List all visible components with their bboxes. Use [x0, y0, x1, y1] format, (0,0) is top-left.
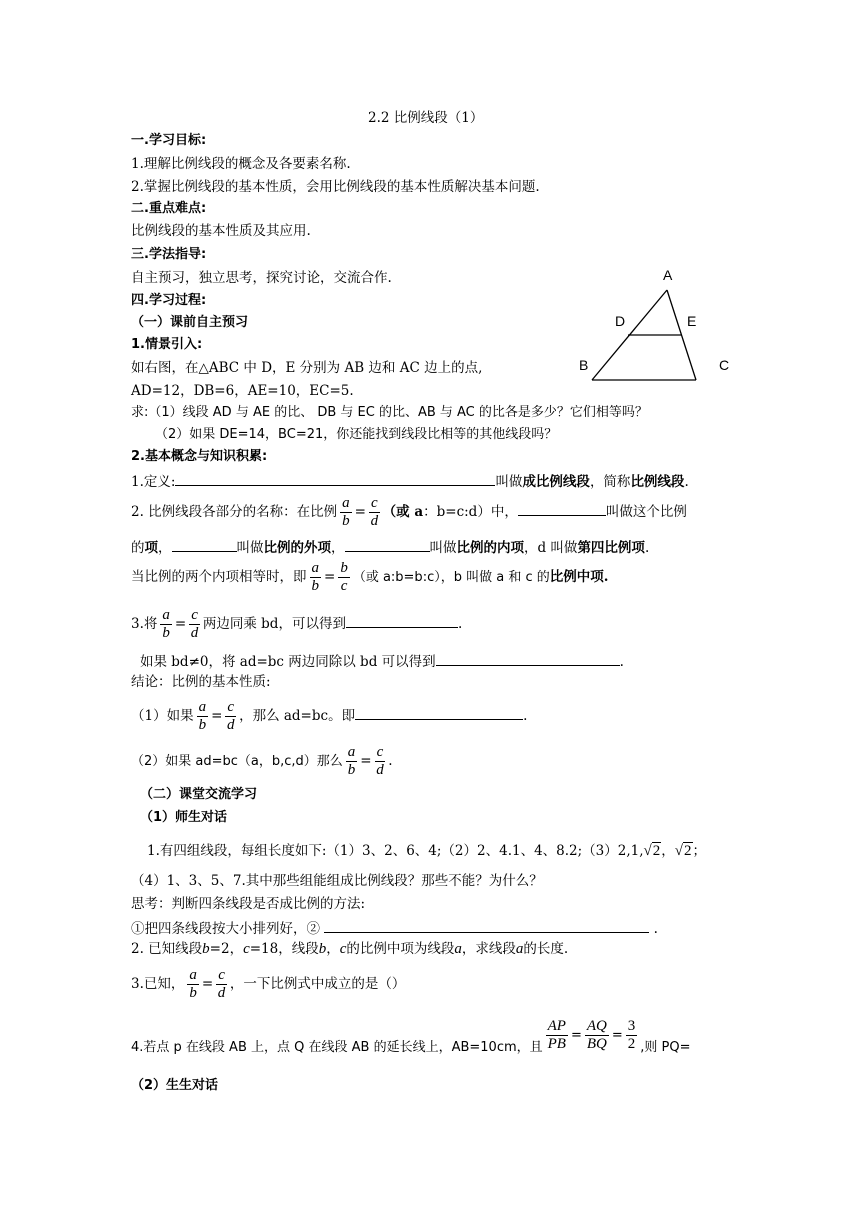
property-text: （1）如果 [131, 708, 194, 724]
question-text: 3.已知， [131, 976, 185, 992]
conclusion-heading: 结论：比例的基本性质: [131, 674, 271, 690]
scenario-question-1: 求:（1）线段 AD 与 AE 的比、 DB 与 EC 的比、AB 与 AC 的比各是多少？它们相等吗？ [131, 405, 648, 420]
terms-text: 的 [131, 540, 145, 556]
fraction-c-d: $\frac{c}{d}$ [217, 967, 226, 1001]
question-1-line-2: （4）1、3、5、7.其中那些组能组成比例线段？那些不能？为什么？ [131, 873, 543, 889]
question-text: 4.若点 p 在线段 AB 上，点 Q 在线段 AB 的延长线上，AB=10cm，且 [131, 1040, 543, 1055]
vertex-label-b: B [579, 357, 589, 373]
fraction-a-b: $\frac{a}{b}$ [162, 607, 170, 641]
question-3-line: 3.已知， $\frac{a}{b}$ = $\frac{c}{d}$ ，一下比例式中成立的是（） [131, 967, 406, 1001]
scenario-text: 如右图，在△ABC 中 D，E 分别为 AB 边和 AC 边上的点, [131, 360, 483, 376]
property-1-line: （1）如果 $\frac{a}{b}$ = $\frac{c}{d}$ ，那么 ad=bc。即 . [131, 699, 528, 733]
property-2-line: （2）如果 ad=bc（a，b,c,d）那么 $\frac{a}{b}$ = $\frac{c}{d}$ . [131, 744, 393, 778]
concepts-heading: 2.基本概念与知识积累: [131, 449, 268, 464]
sqrt-2: √2 [643, 843, 661, 859]
think-text: . [653, 921, 658, 937]
section-heading-goals: 一.学习目标: [131, 133, 207, 148]
proportion-parts-line: 2. 比例线段各部分的名称：在比例 $\frac{a}{b}$ = $\frac{c}{d}$ （或 a：b=c:d）中， 叫做这个比例 [131, 495, 687, 529]
def-text: ，简称 [589, 474, 631, 490]
vertex-label-a: A [663, 267, 673, 283]
think-text: ①把四条线段按大小排列好，② [131, 921, 320, 937]
section-heading-key-points: 二.重点难点: [131, 201, 207, 216]
mean-text: （或 a:b=b:c），b 叫做 a 和 c 的 [352, 570, 550, 585]
mean-proportional-line: 当比例的两个内项相等时，即 $\frac{a}{b}$ = $\frac{b}{c}$ （或 a:b=b:c），b 叫做 a 和 c 的比例中项. [131, 560, 609, 594]
property-1-blank[interactable] [355, 705, 523, 720]
section-heading-method: 三.学法指导: [131, 247, 207, 262]
property-text: . [523, 708, 528, 724]
think-heading: 思考：判断四条线段是否成比例的方法: [131, 896, 366, 912]
question-text: ,则 PQ= [640, 1040, 691, 1055]
fraction-c-d: $\frac{c}{d}$ [370, 495, 379, 529]
fraction-a-b: $\frac{a}{b}$ [347, 744, 356, 778]
mean-term: 比例中项. [549, 569, 609, 585]
fraction-c-d: $\frac{c}{d}$ [190, 607, 199, 641]
terms-text: . [644, 540, 650, 556]
scenario-question-2: （2）如果 DE=14，BC=21，你还能找到线段比相等的其他线段吗？ [155, 427, 558, 442]
fraction-a-b: $\frac{a}{b}$ [342, 495, 350, 529]
fraction-a-b: $\frac{a}{b}$ [189, 967, 197, 1001]
vertex-label-c: C [719, 357, 730, 373]
outer-term-blank[interactable] [172, 537, 237, 552]
def-term: 成比例线段 [522, 474, 590, 490]
think-line [131, 918, 658, 938]
parts-text: （或 a [382, 504, 424, 520]
section-heading-process: 四.学习过程: [131, 293, 207, 308]
property-text: （2）如果 ad=bc（a，b,c,d）那么 [131, 754, 343, 769]
vertex-label-e: E [687, 313, 697, 329]
goal-item: 1.理解比例线段的概念及各要素名称. [131, 156, 351, 172]
definition-line [131, 471, 689, 491]
multiply-text: 两边同乘 bd，可以得到 [202, 616, 346, 632]
question-text: 1.有四组线段，每组长度如下:（1）3、2、6、4;（2）2、4.1、4、8.2;（3）2,1, [147, 843, 644, 859]
parts-text: 2. 比例线段各部分的名称：在比例 [131, 504, 338, 520]
fraction-a-b: $\frac{a}{b}$ [311, 560, 319, 594]
think-blank[interactable] [324, 918, 649, 933]
sqrt-2: √2 [674, 843, 692, 859]
goal-item: 2.掌握比例线段的基本性质，会用比例线段的基本性质解决基本问题. [131, 179, 540, 195]
property-text: . [388, 753, 393, 769]
multiply-blank[interactable] [346, 613, 458, 628]
terms-text: 叫做 [236, 540, 264, 556]
fraction-ap-pb: $\frac{AP}{PB}$ [547, 1018, 566, 1052]
fraction-c-d: $\frac{c}{d}$ [376, 744, 384, 778]
parts-text: 叫做这个比例 [605, 504, 687, 520]
key-point-text: 比例线段的基本性质及其应用. [131, 223, 311, 239]
def-term: 比例线段 [630, 474, 685, 490]
question-4-line: 4.若点 p 在线段 AB 上，点 Q 在线段 AB 的延长线上，AB=10cm，且 $\frac{AP}{PB}$ = $\frac{AQ}{BQ}$ = $\frac{3}{2}$ ,则 PQ= [131, 1018, 691, 1055]
multiply-line: 3.将 $\frac{a}{b}$ = $\frac{c}{d}$ 两边同乘 bd，可以得到 . [131, 607, 463, 641]
subsection-classroom: （二）课堂交流学习 [140, 787, 258, 802]
definition-label: 1.定义: [131, 474, 176, 490]
terms-bold: 项 [144, 540, 158, 556]
fraction-aq-bq: $\frac{AQ}{BQ}$ [586, 1018, 607, 1052]
question-text: ， [661, 843, 675, 859]
definition-blank[interactable] [175, 471, 495, 486]
vertex-label-d: D [615, 313, 626, 329]
terms-text: ， [158, 540, 172, 556]
term-blank[interactable] [518, 501, 606, 516]
fraction-b-c: $\frac{b}{c}$ [340, 560, 348, 594]
property-text: ，那么 ad=bc。即 [239, 708, 356, 724]
inner-term-blank[interactable] [345, 537, 430, 552]
fraction-3-2: $\frac{3}{2}$ [627, 1018, 636, 1052]
terms-bold: 比例的外项 [263, 540, 331, 556]
scenario-values: AD=12，DB=6，AE=10，EC=5. [131, 383, 354, 399]
question-text: ； [692, 843, 706, 859]
triangle-figure [575, 263, 745, 383]
terms-bold: 比例的内项 [456, 540, 524, 556]
fraction-a-b: $\frac{a}{b}$ [198, 699, 207, 733]
def-text: 叫做 [495, 474, 523, 490]
terms-text: ， [331, 540, 345, 556]
question-text: ，一下比例式中成立的是（） [229, 976, 406, 992]
mean-text: 当比例的两个内项相等时，即 [131, 569, 307, 585]
question-2-line: 2. 已知线段b=2，c=18，线段b，c的比例中项为线段a，求线段a的长度. [131, 941, 569, 957]
scenario-heading: 1.情景引入: [131, 337, 203, 352]
divide-blank[interactable] [436, 651, 620, 666]
method-text: 自主预习，独立思考，探究讨论，交流合作. [131, 270, 392, 286]
question-1-line [147, 838, 706, 864]
teacher-student-heading: （1）师生对话 [140, 810, 228, 825]
student-student-heading: （2）生生对话 [131, 1078, 219, 1093]
multiply-text: . [457, 616, 463, 632]
multiply-text: 3.将 [131, 616, 158, 632]
divide-line [140, 651, 624, 671]
subsection-preview: （一）课前自主预习 [131, 315, 249, 330]
fraction-c-d: $\frac{c}{d}$ [226, 699, 235, 733]
terms-text: 叫做 [429, 540, 457, 556]
terms-bold: 第四比例项 [577, 540, 645, 556]
proportion-terms-line [131, 537, 649, 557]
divide-text: 如果 bd≠0，将 ad=bc 两边同除以 bd 可以得到 [140, 654, 436, 670]
parts-text: ：b=c:d）中， [423, 504, 518, 520]
page-title: 2.2 比例线段（1） [368, 110, 484, 126]
def-text: . [684, 474, 689, 490]
divide-text: . [619, 654, 624, 670]
terms-text: ，d 叫做 [524, 540, 578, 556]
